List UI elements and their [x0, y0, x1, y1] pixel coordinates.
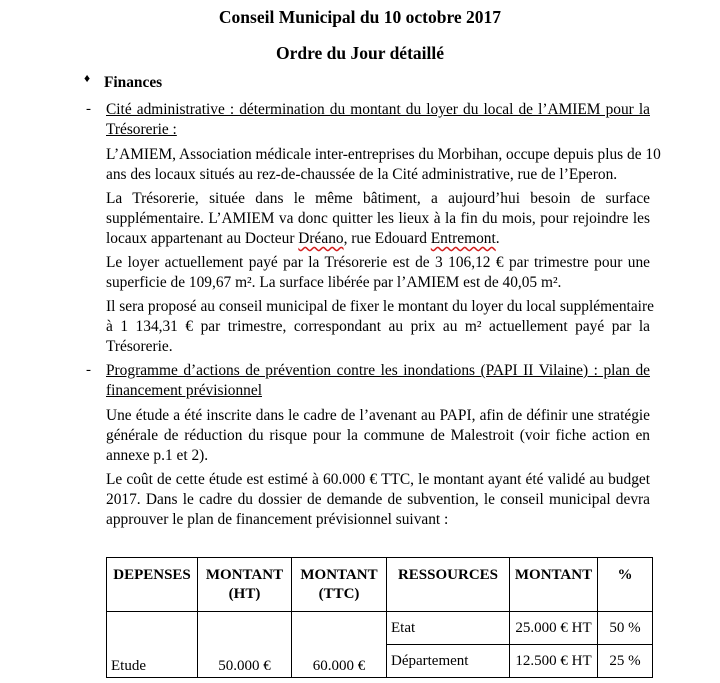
paragraph-line: ans des locaux situés au rez-de-chaussée de la Cité administrative, rue de l’Eperon.	[106, 166, 618, 183]
list-dash: -	[86, 362, 91, 378]
paragraph-line: superficie de 109,67 m². La surface libérée par l’AMIEM est de 40,05 m².	[106, 274, 562, 291]
item-heading-line: financement prévisionnel	[106, 382, 262, 399]
paragraph-line: Le loyer actuellement payé par la Trésorerie est de 3 106,12 € par trimestre pour une	[106, 254, 650, 271]
paragraph-line: L’AMIEM, Association médicale inter-entreprises du Morbihan, occupe depuis plus de 10	[106, 146, 661, 163]
misspelled-word: Entremont	[430, 230, 496, 247]
ressource-montant: 12.500 € HT	[510, 645, 598, 678]
header-ressources: RESSOURCES	[387, 558, 510, 612]
paragraph-line: annexe p.1 et 2).	[106, 447, 209, 464]
paragraph-line: Le coût de cette étude est estimé à 60.000 € TTC, le montant ayant été validé au budget	[106, 471, 650, 488]
paragraph-line: Il sera proposé au conseil municipal de fixer le montant du loyer du local supplémentaire	[106, 298, 654, 315]
paragraph-line: approuver le plan de financement prévisionnel suivant :	[106, 511, 449, 528]
item-heading-line: Trésorerie :	[106, 121, 177, 138]
header-montant: MONTANT	[510, 558, 598, 612]
table-row	[107, 612, 653, 645]
section-heading: Finances	[104, 74, 163, 91]
ressource-label: Etat	[387, 612, 510, 645]
misspelled-word: Dréano	[298, 230, 344, 247]
table-header-row	[107, 558, 653, 612]
header-percent: %	[598, 558, 653, 612]
page-title: Conseil Municipal du 10 octobre 2017	[218, 7, 502, 27]
paragraph-line: Une étude a été inscrite dans le cadre de l’avenant au PAPI, afin de définir une stratégie	[106, 407, 650, 424]
text-run: , rue Edouard	[343, 230, 431, 247]
paragraph-line	[106, 229, 500, 248]
financing-table	[106, 557, 653, 678]
list-dash: -	[86, 101, 91, 117]
depense-ht: 50.000 €	[198, 612, 292, 678]
paragraph-line: 2017. Dans le cadre du dossier de demande de subvention, le conseil municipal devra	[106, 491, 650, 508]
header-depenses: DEPENSES	[107, 558, 198, 612]
ressource-percent: 25 %	[598, 645, 653, 678]
paragraph-line: La Trésorerie, située dans le même bâtiment, a aujourd’hui besoin de surface	[106, 190, 650, 207]
item-heading-line: Cité administrative : détermination du montant du loyer du local de l’AMIEM pour la	[106, 101, 650, 118]
paragraph-line: supplémentaire. L’AMIEM va donc quitter les lieux à la fin du mois, pour rejoindre les	[106, 210, 650, 227]
header-montant-ht: MONTANT (HT)	[198, 558, 292, 612]
ressource-label: Département	[387, 645, 510, 678]
ressource-percent: 50 %	[598, 612, 653, 645]
text-run: .	[495, 230, 500, 247]
header-montant-ttc: MONTANT (TTC)	[292, 558, 387, 612]
page-subtitle: Ordre du Jour détaillé	[275, 43, 445, 63]
text-run: locaux appartenant au Docteur	[106, 230, 299, 247]
diamond-bullet-icon: ♦	[84, 71, 91, 85]
depense-label: Etude	[107, 612, 198, 678]
ressource-montant: 25.000 € HT	[510, 612, 598, 645]
depense-ttc: 60.000 €	[292, 612, 387, 678]
paragraph-line: Trésorerie.	[106, 338, 173, 355]
paragraph-line: générale de réduction du risque pour la commune de Malestroit (voir fiche action en	[106, 427, 650, 444]
item-heading-line: Programme d’actions de prévention contre les inondations (PAPI II Vilaine) : plan de	[106, 362, 650, 379]
paragraph-line: à 1 134,31 € par trimestre, correspondant au prix au m² actuellement payé par la	[106, 318, 650, 335]
